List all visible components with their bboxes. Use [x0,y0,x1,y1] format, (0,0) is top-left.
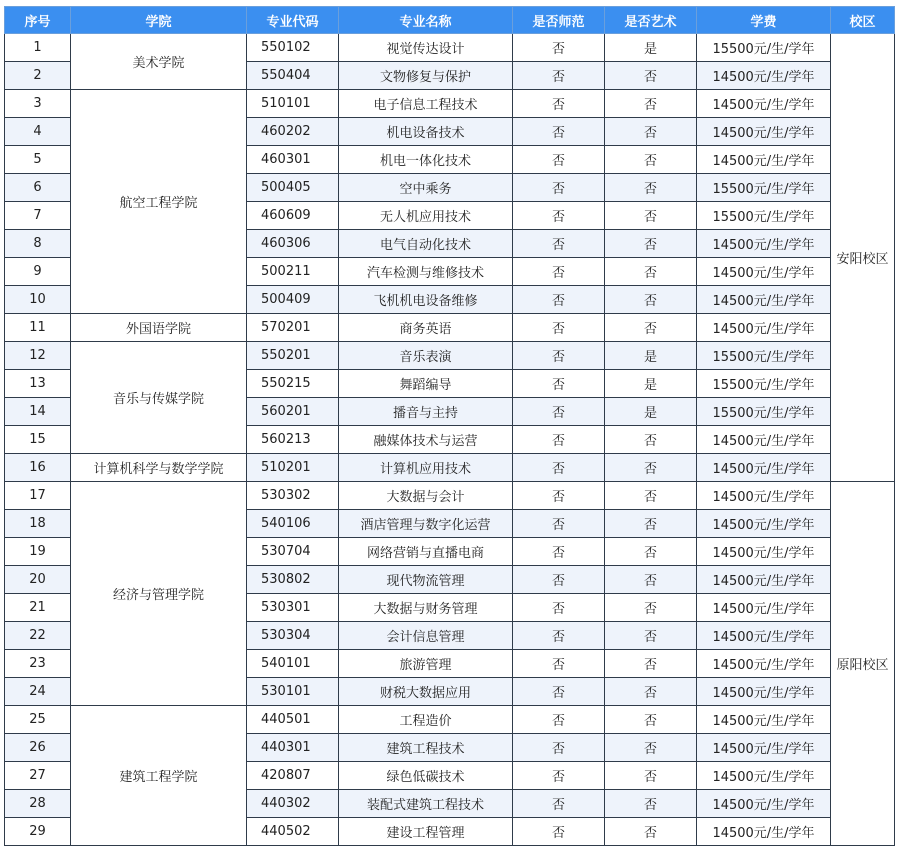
cell-major: 电气自动化技术 [339,230,513,258]
cell-normal: 否 [513,34,605,62]
cell-normal: 否 [513,118,605,146]
cell-code: 460202 [247,118,339,146]
cell-fee: 14500元/生/学年 [697,62,831,90]
cell-major: 无人机应用技术 [339,202,513,230]
cell-major: 酒店管理与数字化运营 [339,510,513,538]
cell-major: 财税大数据应用 [339,678,513,706]
cell-major: 空中乘务 [339,174,513,202]
cell-art: 否 [605,762,697,790]
cell-art: 否 [605,734,697,762]
cell-code: 530802 [247,566,339,594]
cell-no: 14 [5,398,71,426]
header-fee: 学费 [697,7,831,34]
cell-no: 22 [5,622,71,650]
cell-no: 12 [5,342,71,370]
header-major: 专业名称 [339,7,513,34]
cell-fee: 14500元/生/学年 [697,678,831,706]
cell-no: 23 [5,650,71,678]
cell-art: 否 [605,482,697,510]
cell-major: 大数据与财务管理 [339,594,513,622]
cell-fee: 14500元/生/学年 [697,286,831,314]
cell-code: 550201 [247,342,339,370]
cell-normal: 否 [513,566,605,594]
cell-code: 420807 [247,762,339,790]
cell-code: 510201 [247,454,339,482]
cell-no: 24 [5,678,71,706]
cell-college: 经济与管理学院 [71,482,247,706]
cell-art: 否 [605,706,697,734]
cell-fee: 14500元/生/学年 [697,230,831,258]
cell-major: 融媒体技术与运营 [339,426,513,454]
cell-no: 1 [5,34,71,62]
cell-normal: 否 [513,314,605,342]
cell-fee: 14500元/生/学年 [697,454,831,482]
cell-no: 25 [5,706,71,734]
cell-major: 建筑工程技术 [339,734,513,762]
cell-fee: 14500元/生/学年 [697,622,831,650]
cell-code: 460609 [247,202,339,230]
cell-fee: 14500元/生/学年 [697,790,831,818]
cell-normal: 否 [513,538,605,566]
cell-campus: 原阳校区 [831,482,895,846]
cell-no: 10 [5,286,71,314]
cell-art: 否 [605,258,697,286]
majors-table [4,6,895,846]
cell-normal: 否 [513,174,605,202]
cell-major: 会计信息管理 [339,622,513,650]
table-row [5,454,895,482]
header-normal: 是否师范 [513,7,605,34]
cell-normal: 否 [513,258,605,286]
cell-code: 550215 [247,370,339,398]
cell-campus: 安阳校区 [831,34,895,482]
cell-art: 是 [605,398,697,426]
cell-code: 550404 [247,62,339,90]
cell-normal: 否 [513,454,605,482]
cell-code: 500409 [247,286,339,314]
table-row [5,342,895,370]
cell-art: 否 [605,314,697,342]
cell-major: 播音与主持 [339,398,513,426]
cell-code: 530302 [247,482,339,510]
cell-major: 视觉传达设计 [339,34,513,62]
cell-code: 440501 [247,706,339,734]
cell-fee: 14500元/生/学年 [697,510,831,538]
cell-art: 是 [605,342,697,370]
cell-code: 570201 [247,314,339,342]
cell-art: 否 [605,174,697,202]
cell-normal: 否 [513,482,605,510]
cell-code: 560213 [247,426,339,454]
cell-normal: 否 [513,62,605,90]
cell-art: 否 [605,286,697,314]
cell-normal: 否 [513,678,605,706]
cell-code: 540106 [247,510,339,538]
cell-no: 27 [5,762,71,790]
cell-fee: 14500元/生/学年 [697,258,831,286]
cell-no: 15 [5,426,71,454]
cell-code: 460301 [247,146,339,174]
cell-art: 否 [605,566,697,594]
cell-fee: 14500元/生/学年 [697,426,831,454]
cell-no: 3 [5,90,71,118]
cell-normal: 否 [513,510,605,538]
cell-code: 530304 [247,622,339,650]
cell-art: 否 [605,118,697,146]
cell-art: 是 [605,370,697,398]
cell-normal: 否 [513,202,605,230]
header-campus: 校区 [831,7,895,34]
cell-art: 是 [605,34,697,62]
cell-college: 航空工程学院 [71,90,247,314]
cell-art: 否 [605,650,697,678]
header-code: 专业代码 [247,7,339,34]
cell-normal: 否 [513,706,605,734]
cell-fee: 14500元/生/学年 [697,538,831,566]
cell-fee: 14500元/生/学年 [697,818,831,846]
cell-art: 否 [605,510,697,538]
cell-no: 20 [5,566,71,594]
cell-art: 否 [605,230,697,258]
cell-major: 文物修复与保护 [339,62,513,90]
cell-no: 8 [5,230,71,258]
cell-fee: 14500元/生/学年 [697,146,831,174]
cell-major: 计算机应用技术 [339,454,513,482]
cell-major: 现代物流管理 [339,566,513,594]
cell-no: 21 [5,594,71,622]
cell-no: 7 [5,202,71,230]
header-no: 序号 [5,7,71,34]
cell-normal: 否 [513,90,605,118]
cell-fee: 14500元/生/学年 [697,594,831,622]
cell-art: 否 [605,790,697,818]
cell-fee: 15500元/生/学年 [697,370,831,398]
header-college: 学院 [71,7,247,34]
cell-no: 18 [5,510,71,538]
cell-major: 建设工程管理 [339,818,513,846]
cell-code: 510101 [247,90,339,118]
cell-major: 旅游管理 [339,650,513,678]
cell-fee: 15500元/生/学年 [697,34,831,62]
cell-code: 500405 [247,174,339,202]
cell-major: 音乐表演 [339,342,513,370]
cell-college: 美术学院 [71,34,247,90]
cell-art: 否 [605,594,697,622]
cell-code: 440502 [247,818,339,846]
cell-code: 550102 [247,34,339,62]
cell-no: 26 [5,734,71,762]
cell-code: 530704 [247,538,339,566]
cell-no: 29 [5,818,71,846]
cell-normal: 否 [513,790,605,818]
cell-art: 否 [605,818,697,846]
cell-art: 否 [605,146,697,174]
cell-college: 音乐与传媒学院 [71,342,247,454]
cell-major: 装配式建筑工程技术 [339,790,513,818]
cell-normal: 否 [513,230,605,258]
cell-normal: 否 [513,426,605,454]
table-row [5,90,895,118]
cell-normal: 否 [513,762,605,790]
cell-major: 机电一体化技术 [339,146,513,174]
cell-art: 否 [605,202,697,230]
cell-normal: 否 [513,342,605,370]
cell-normal: 否 [513,398,605,426]
cell-no: 17 [5,482,71,510]
cell-code: 560201 [247,398,339,426]
cell-art: 否 [605,622,697,650]
cell-no: 13 [5,370,71,398]
cell-normal: 否 [513,594,605,622]
table-row [5,706,895,734]
cell-no: 2 [5,62,71,90]
cell-fee: 14500元/生/学年 [697,734,831,762]
cell-fee: 15500元/生/学年 [697,398,831,426]
table-row [5,34,895,62]
cell-code: 530101 [247,678,339,706]
cell-fee: 15500元/生/学年 [697,342,831,370]
majors-table-container [4,6,894,846]
cell-major: 绿色低碳技术 [339,762,513,790]
cell-normal: 否 [513,286,605,314]
cell-major: 工程造价 [339,706,513,734]
cell-fee: 14500元/生/学年 [697,90,831,118]
cell-no: 4 [5,118,71,146]
cell-fee: 14500元/生/学年 [697,706,831,734]
cell-fee: 14500元/生/学年 [697,762,831,790]
cell-art: 否 [605,538,697,566]
table-header [5,7,895,34]
cell-no: 19 [5,538,71,566]
cell-fee: 14500元/生/学年 [697,118,831,146]
cell-major: 电子信息工程技术 [339,90,513,118]
cell-no: 11 [5,314,71,342]
cell-no: 16 [5,454,71,482]
cell-fee: 14500元/生/学年 [697,566,831,594]
cell-art: 否 [605,454,697,482]
cell-code: 540101 [247,650,339,678]
cell-college: 外国语学院 [71,314,247,342]
cell-no: 28 [5,790,71,818]
cell-fee: 15500元/生/学年 [697,202,831,230]
table-body [5,34,895,846]
cell-normal: 否 [513,734,605,762]
cell-major: 大数据与会计 [339,482,513,510]
cell-major: 商务英语 [339,314,513,342]
cell-fee: 14500元/生/学年 [697,650,831,678]
cell-no: 6 [5,174,71,202]
cell-normal: 否 [513,650,605,678]
cell-code: 460306 [247,230,339,258]
cell-college: 建筑工程学院 [71,706,247,846]
cell-code: 530301 [247,594,339,622]
cell-fee: 14500元/生/学年 [697,482,831,510]
cell-art: 否 [605,426,697,454]
header-art: 是否艺术 [605,7,697,34]
cell-major: 机电设备技术 [339,118,513,146]
cell-fee: 14500元/生/学年 [697,314,831,342]
cell-major: 飞机机电设备维修 [339,286,513,314]
cell-major: 舞蹈编导 [339,370,513,398]
cell-normal: 否 [513,622,605,650]
cell-art: 否 [605,90,697,118]
table-row [5,482,895,510]
cell-normal: 否 [513,146,605,174]
cell-major: 网络营销与直播电商 [339,538,513,566]
cell-no: 9 [5,258,71,286]
table-row [5,314,895,342]
cell-normal: 否 [513,818,605,846]
cell-normal: 否 [513,370,605,398]
cell-code: 440302 [247,790,339,818]
cell-fee: 15500元/生/学年 [697,174,831,202]
cell-code: 500211 [247,258,339,286]
cell-code: 440301 [247,734,339,762]
cell-college: 计算机科学与数学学院 [71,454,247,482]
header-row [5,7,895,34]
cell-no: 5 [5,146,71,174]
cell-art: 否 [605,62,697,90]
cell-major: 汽车检测与维修技术 [339,258,513,286]
cell-art: 否 [605,678,697,706]
